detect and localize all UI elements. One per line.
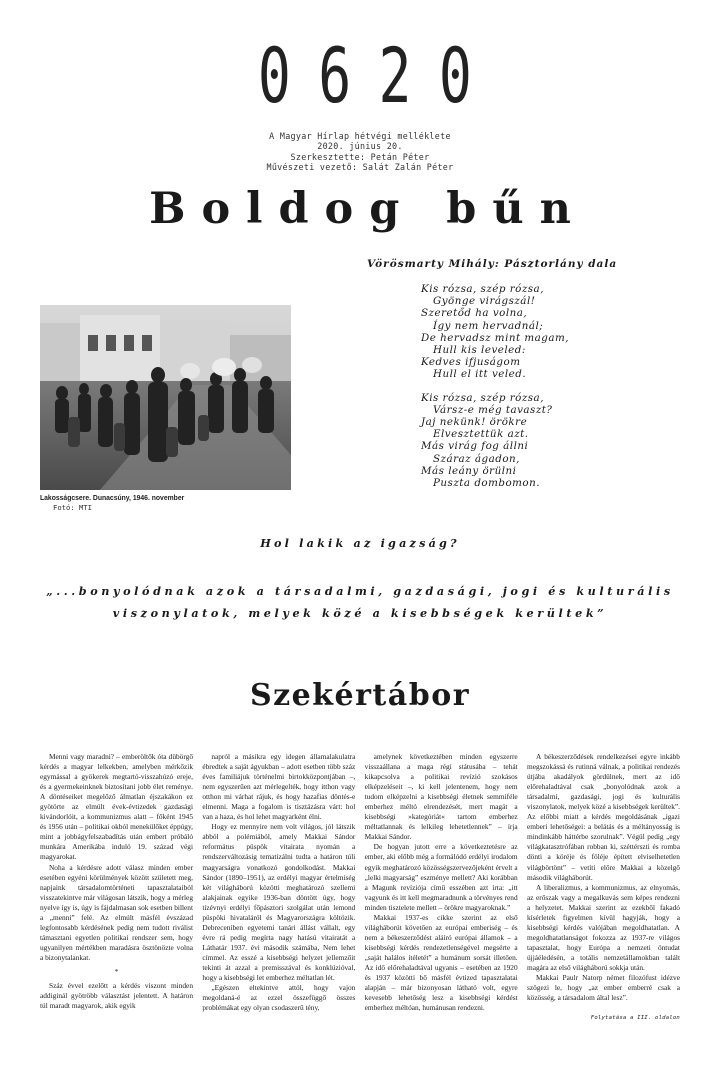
paragraph: Noha a kérdésre adott válasz minden ember esetében egyéni körülmények között született meg, napjaink társadalomtörténeti tapasztalataiból visszatekintve már világosan látszik, hogy a mérleg nyelve így is, úgy is fájdalmasan sok esetben billent a „menni” felé. Az elmúlt másfél évszázad legfontosabb kérdésének pedig nem tudott riválist támasztani egyetlen politikai rendszer sem, hogy ugyanilyen mértékben maradásra ösztönözte volna a bizonytalankat. xyxy=(40,862,193,962)
poem-line: Hull el itt veled. xyxy=(433,368,527,381)
masthead-title: 0620 xyxy=(258,31,500,120)
paragraph: A liberalizmus, a kommunizmus, az elnyomás, az erőszak vagy a megalkuvás sem képes rendezni a helyzetet. Makkai szerint az ezekből fakadó kísérletek figyelmen kívül hagyják, hogy a kisebbségi kérdés valójában megoldhatatlan. A megoldhatatlanságot fokozza az 1937-re világos tapasztalat, hogy Európa a nemzeti öntudat újjáéledésén, a totális nemzetállamokban talált magára az első világháború sokkja után. xyxy=(526,882,680,972)
poem-line: Hull kis leveled: xyxy=(433,344,526,357)
paragraph: De hogyan jutott erre a következtetésre az ember, aki előbb még a formálódó erdélyi irodalom egyik meghatározó közösségszervezőjeként érvelt a „lelki magyarság” eszménye mellett? Aki korábban a Magunk revíziója című esszében azt írta: „itt vagyunk és itt kell megmaradnunk a törvényes rend minden tisztelete mellett – örökre magyaroknak.” xyxy=(364,842,518,912)
poem-line: Kis rózsa, szép rózsa, xyxy=(421,283,544,295)
paragraph: Menni vagy maradni? – emberöltők óta dübörgő kérdés a magyar lelkekben, amelyben mérkőzik egymással a gyökerek megtartó-visszahúzó ereje, és a gyermekeinknek biztosítani jobb élet reménye. A döntéseiket megelőző álmatlan éjszakákon ez gyötörte az elmúlt évek-évtizedek gazdasági kivándorlóit, a kommunizmus alatt – főként 1945 és 1956 után – politikai okból menekülőket éppúgy, mint a jobbágyfelszabadítás után embert próbáló munkára Amerikába induló 19. század végi magyarokat. xyxy=(40,752,193,862)
poem-author-title: Vörösmarty Mihály: Pásztorlány dala xyxy=(367,258,618,270)
paragraph: A békeszerződések rendelkezései egyre inkább megszokássá és rutinná válnak, a politikai rendezés útjába akadályok gördülnek, mert az idő előrehaladtával csak „bonyolódnak azok a társadalmi, gazdasági, jogi és kulturális viszonylatok, melyek közé a kisebbségek kerültek”. Az előbbi miatt a kérdés megoldásának „igazi emberi lehetőségei: a belátás és a méltányosság is mindinkább háttérbe szorulnak”. Végül pedig „egy világkatasztrófában robban ki, széttérszti és romba dönti a köréje és föléje épített elviselhetetlen világbörtönt” – vetíti előre Makkai a közelgő második világháborút. xyxy=(526,752,680,882)
poem-line: Kis rózsa, szép rózsa, xyxy=(421,391,544,404)
poem-line: Puszta dombomon. xyxy=(433,477,541,490)
info-editor: Szerkesztette: Petán Péter xyxy=(290,151,430,162)
poem-line: Száraz ágadon, xyxy=(433,452,520,465)
poem-line: Szeretőd ha volna, xyxy=(421,307,528,320)
photo-caption: Lakosságcsere. Dunacsúny, 1946. november xyxy=(40,493,185,502)
poem-line: Vársz-e még tavaszt? xyxy=(433,403,553,416)
text-column-3 xyxy=(365,752,518,1023)
paragraph: napról a másikra egy idegen államalakulatra ébredtek a saját ágyukban – adott esetben több száz éves familiájuk történelmi birtokközpontjában –, nem egyszerűen azt mérlegelték, hogy itthon vagy otthon mi várhat rájuk, és hogy hazafias döntés-e elmenni. Maga a fogalom is tisztázásra várt: hol van a haza, és hol lehet magyarként élni. xyxy=(202,752,356,822)
section-separator: * xyxy=(114,966,119,976)
poem-line: Kedves ifjuságom xyxy=(421,356,521,369)
photo-image xyxy=(40,305,291,490)
paragraph: amelynek következtében minden egyszerre visszaállana a maga régi státusába – tehát kikapcsolva a politikai revízió szokásos elképzeléseit –, ki kell jelentenem, hogy nem tudom elképzelni a kisebbségi életnek semmiféle emberhez méltó elrendezését, mert magát a kisebbségi »kategóriát« tartom emberhez méltatlannak és lelkileg lehetetlennek” – írja Makkai Sándor. xyxy=(364,752,518,842)
poem-line: Gyönge virágszál! xyxy=(433,295,536,308)
poem-line: Más virág fog állni xyxy=(421,440,529,453)
paragraph: Makkai 1937-es cikke szerint az első világháborút követően az európai emberiség – és nem a békeszerződést aláíró európai államok – a kisebbségi kérdés rendezetlenségével megsérte a „saját halálos ítéletét” a humánum sorsát illetően. Az idő előrehaladtával ugyanis – esetében az 1920 és 1937 közötti bő másfél évtized tapasztalatai alapján – már bizonyosan látható volt, egyre kevesebb lehetőség lesz a kisebbségi kérdést emberhez méltóan, humánusan rendezni. xyxy=(364,912,518,1013)
section-title: Szekértábor xyxy=(249,678,471,713)
info-art-director: Művészeti vezető: Salát Zalán Péter xyxy=(266,161,454,172)
poem-line: Elvesztettük azt. xyxy=(433,428,529,441)
paragraph: Száz évvel ezelőtt a kérdés viszont minden addiginál gyötröbb választást jelentett. A határon túl maradt magyarok, akik egyik xyxy=(40,981,193,1011)
text-column-1 xyxy=(40,752,193,1023)
historical-photo xyxy=(40,305,291,490)
poem-line: Így nem hervadnál; xyxy=(433,319,544,332)
pull-quote: „...bonyolódnak azok a társadalmi, gazdasági, jogi és kulturális viszonylatok, melyek közé a kisebbségek kerültek” xyxy=(46,584,674,620)
info-supplement: A Magyar Hírlap hétvégi melléklete xyxy=(269,131,451,141)
poem-line: De hervadsz mint magam, xyxy=(421,331,570,344)
article-body xyxy=(40,752,680,1023)
text-column-2 xyxy=(202,752,355,1023)
poem-line: Más leány örülni xyxy=(421,464,517,477)
article-title: Boldog bűn xyxy=(149,184,587,234)
photo-credit: Fotó: MTI xyxy=(53,503,92,512)
poem-line: Jaj nekünk! örökre xyxy=(421,416,528,429)
info-date: 2020. június 20. xyxy=(317,141,403,152)
text-column-4 xyxy=(527,752,680,1023)
section-question: Hol lakik az igazság? xyxy=(260,536,460,550)
paragraph: „Egészen eltekintve attól, hogy vajon megoldaná-é az ezzel összefüggő összes problémákat egy olyan csodaszerű tény, xyxy=(202,983,356,1013)
paragraph: Hogy ez mennyire nem volt világos, jól látszik abból a polémiából, amely Makkai Sándor református püspök vitairata nyomán a rendszerváltozásig tematizálni tudta a határon túli magyarságra vonatkozó gondolkodást. Makkai Sándor (1890–1951), az erdélyi magyar értelmiség két világháború közötti meghatározó szellemi alakjainak egyike 1936-ban döntött úgy, hogy tízévnyi erdélyi főpásztori szolgálat után lemond püspöki hivataláról és Magyarországra költözik. Debreceniben egyetemi tanári állást vállalt, egy évre rá pedig megírta nagy hatású vitairatát a Láthatár 1937. évi második számába, Nem lehet címmel. Az esszé a kisebbségi helyzet jellemzőit tekinti át azzal a premisszával és konklúzióval, hogy a kisebbségi let emberhez méltatlan lét. xyxy=(202,822,356,983)
paragraph: Makkai Paulr Natorp német filozófust idézve szögezi le, hogy „az ember emberré csak a közösség, a társadalom által lesz”. xyxy=(526,973,680,1003)
poem xyxy=(421,283,569,489)
continued-note: Folytatása a III. oldalon xyxy=(590,1015,680,1022)
publication-info xyxy=(0,131,720,172)
